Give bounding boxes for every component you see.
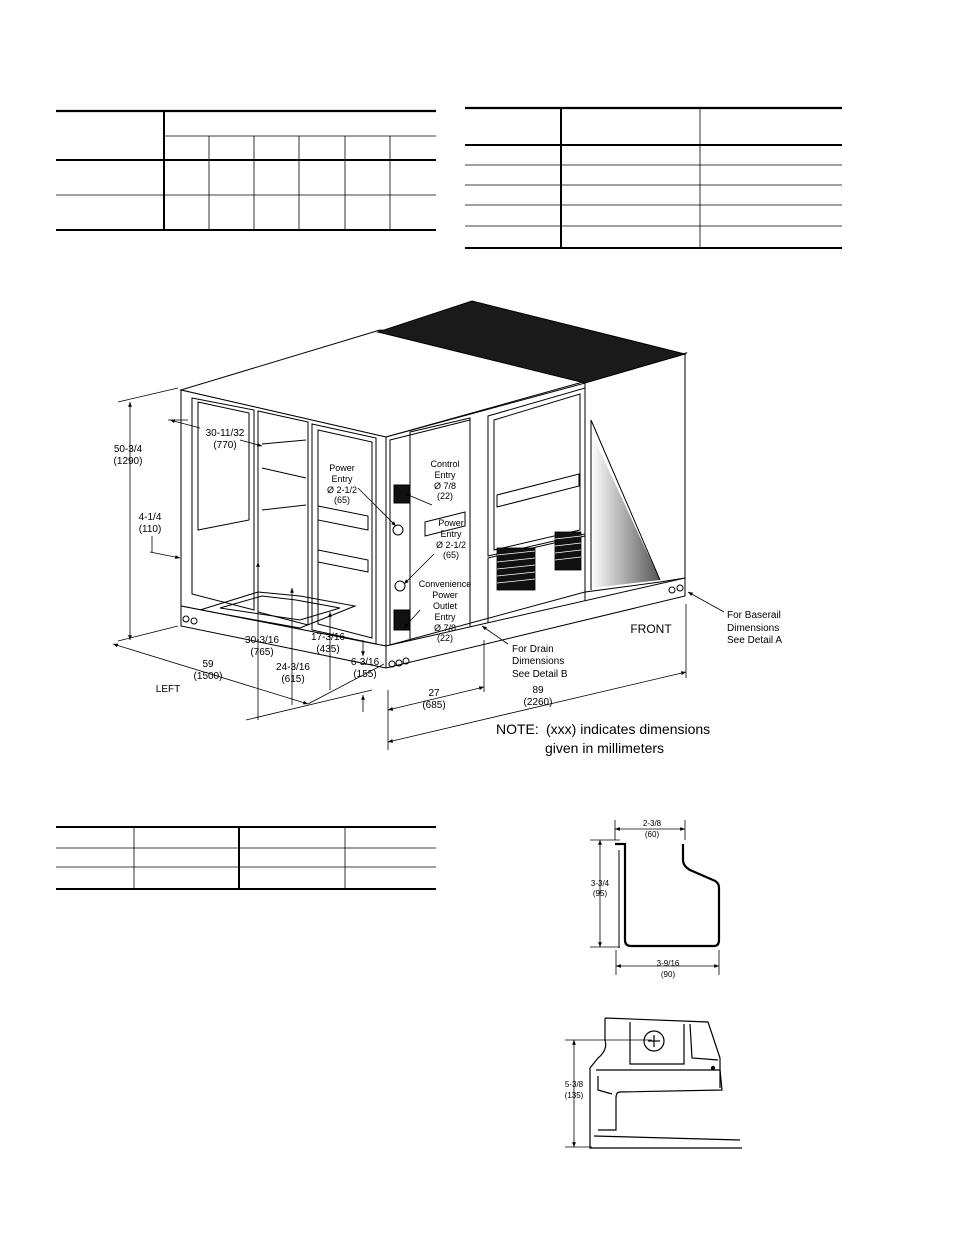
power-entry-line4: (65) (333, 495, 351, 505)
detail-a-profile (590, 820, 719, 975)
detail-b-drain (565, 1018, 742, 1148)
power-entry-line3: Ø 2-1/2 (326, 485, 358, 495)
detail-a-width-mm: (60) (644, 830, 660, 839)
detail-b-height-in: 5-3/8 (564, 1080, 584, 1089)
side-offset-dim-mm: (110) (138, 524, 162, 535)
convenience-line6: (22) (436, 633, 454, 643)
convenience-line4: Entry (434, 612, 456, 622)
opening-a-dim-in: 30-3/16 (245, 635, 279, 646)
detail-a-height-in: 3-3/4 (590, 879, 610, 888)
control-entry-line3: Ø 7/8 (433, 481, 457, 491)
side-offset-dim-in: 4-1/4 (138, 512, 162, 523)
baserail-line3: See Detail A (727, 635, 783, 646)
note-line1: (xxx) indicates dimensions (546, 721, 711, 737)
opening-d-dim-in: 6-3/16 (350, 657, 380, 668)
control-entry-line1: Control (430, 459, 460, 469)
opening-b-dim-mm: (615) (281, 674, 305, 685)
control-entry-line4: (22) (436, 491, 454, 501)
opening-b-dim-in: 24-3/16 (276, 662, 310, 673)
opening-c-dim-in: 17-3/16 (311, 632, 345, 643)
detail-a-width-in: 2-3/8 (642, 819, 662, 828)
table-clearances (56, 827, 436, 889)
top-offset-dim-mm: (770) (213, 440, 237, 451)
top-offset-dim-in: 30-11/32 (205, 428, 245, 439)
left-length-dim-mm: (1500) (193, 671, 223, 682)
height-dim-mm: (1290) (113, 456, 143, 467)
detail-a-depth-in: 3-9/16 (656, 959, 680, 968)
height-dim-in: 50-3/4 (113, 444, 143, 455)
front-short-dim-in: 27 (428, 688, 440, 699)
convenience-line5: Ø 7/8 (433, 623, 457, 633)
power-entry-2-line3: Ø 2-1/2 (435, 540, 467, 550)
opening-c-dim-mm: (435) (316, 644, 340, 655)
drain-line2: Dimensions (512, 656, 565, 667)
note-prefix: NOTE: (496, 721, 539, 737)
left-length-dim-in: 59 (202, 659, 214, 670)
power-entry-line1: Power (329, 463, 355, 473)
detail-a-depth-mm: (90) (660, 970, 676, 979)
convenience-line1: Convenience (418, 579, 472, 589)
baserail-line2: Dimensions (727, 623, 780, 634)
table-corner-weights (465, 108, 842, 248)
power-entry-2-line4: (65) (442, 550, 460, 560)
opening-a-dim-mm: (765) (250, 647, 274, 658)
baserail-line1: For Baserail (727, 610, 781, 621)
control-entry-line2: Entry (434, 470, 456, 480)
louvres-right (555, 532, 581, 570)
detail-a-height-mm: (95) (592, 889, 608, 898)
detail-b-height-mm: (135) (564, 1091, 584, 1100)
convenience-line2: Power (432, 590, 458, 600)
drain-line3: See Detail B (512, 669, 568, 680)
front-label: FRONT (630, 622, 672, 636)
front-length-dim-mm: (2260) (523, 697, 553, 708)
drain-line1: For Drain (512, 644, 554, 655)
opening-d-dim-mm: (155) (353, 669, 377, 680)
front-length-dim-in: 89 (532, 685, 544, 696)
table-unit-weights (56, 111, 436, 230)
louvres-left (497, 548, 535, 590)
power-entry-2-line2: Entry (440, 529, 462, 539)
power-entry-line2: Entry (331, 474, 353, 484)
power-entry-2-line1: Power (438, 518, 464, 528)
note-line2: given in millimeters (545, 740, 665, 756)
front-short-dim-mm: (685) (422, 700, 446, 711)
convenience-line3: Outlet (432, 601, 458, 611)
left-label: LEFT (155, 684, 181, 695)
